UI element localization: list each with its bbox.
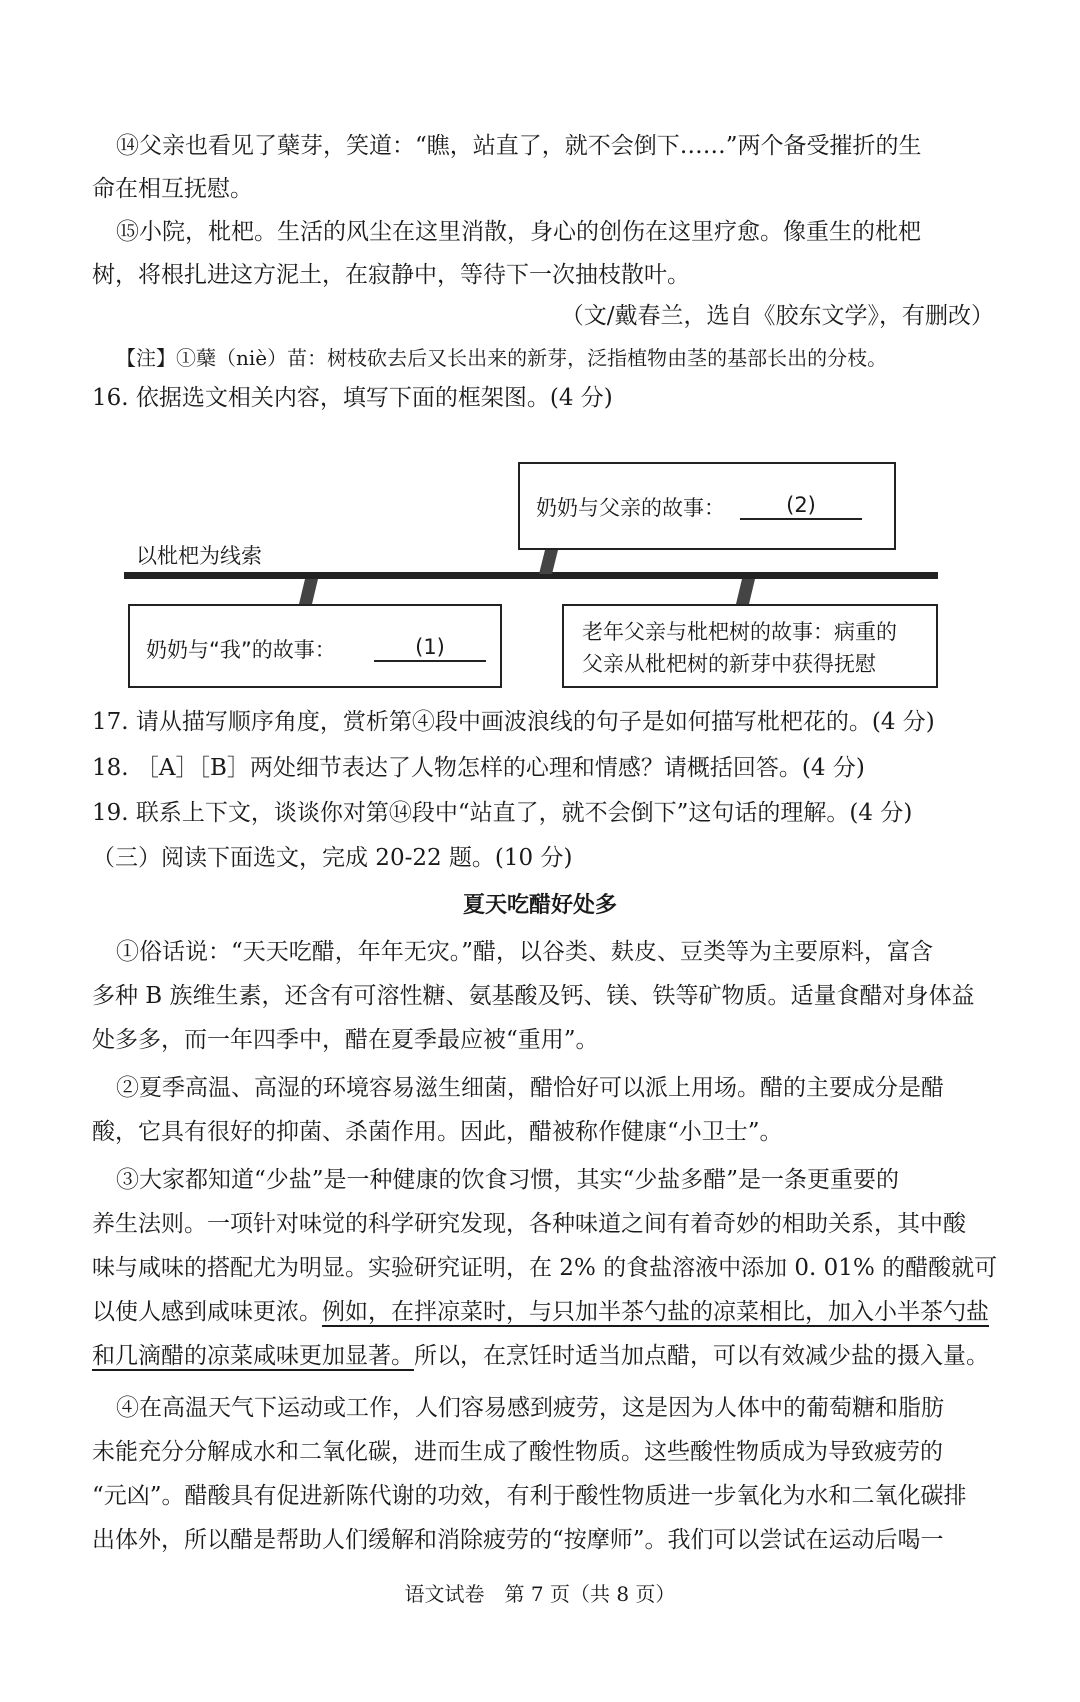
paragraph-2-line-1: ②夏季高温、高湿的环境容易滋生细菌，醋恰好可以派上用场。醋的主要成分是醋 <box>116 1075 944 1101</box>
paragraph-3-line-3: 味与咸味的搭配尤为明显。实验研究证明，在 2% 的食盐溶液中添加 0. 01% 的醋酸就可 <box>92 1255 998 1281</box>
question-16: 16. 依据选文相关内容，填写下面的框架图。(4 分) <box>92 385 613 411</box>
paragraph-3-line-4 <box>92 1296 992 1328</box>
connector-right <box>736 579 755 604</box>
box-father-loquat <box>562 604 938 688</box>
source-citation: （文/戴春兰，选自《胶东文学》，有删改） <box>560 303 994 329</box>
blank-2: (2) <box>740 492 862 520</box>
underlined-example-part-2: 和几滴醋的凉菜咸味更加显著。 <box>92 1343 414 1369</box>
connector-left <box>299 579 318 604</box>
paragraph-3-line-2: 养生法则。一项针对味觉的科学研究发现，各种味道之间有着奇妙的相助关系，其中酸 <box>92 1211 966 1237</box>
paragraph-4-line-1: ④在高温天气下运动或工作，人们容易感到疲劳，这是因为人体中的葡萄糖和脂肪 <box>116 1395 944 1421</box>
passage-title: 夏天吃醋好处多 <box>462 893 617 918</box>
footnote: 【注】①蘖（niè）苗：树枝砍去后又长出来的新芽，泛指植物由茎的基部长出的分枝。 <box>116 346 888 370</box>
paragraph-1-line-3: 处多多，而一年四季中，醋在夏季最应被“重用”。 <box>92 1027 599 1053</box>
connector-top <box>539 550 558 574</box>
paragraph-3-line-5-plain: 所以，在烹饪时适当加点醋，可以有效减少盐的摄入量。 <box>414 1343 989 1369</box>
paragraph-1-line-2: 多种 B 族维生素，还含有可溶性糖、氨基酸及钙、镁、铁等矿物质。适量食醋对身体益 <box>92 983 975 1009</box>
paragraph-4-line-2: 未能充分分解成水和二氧化碳，进而生成了酸性物质。这些酸性物质成为导致疲劳的 <box>92 1439 943 1465</box>
question-18: 18. ［A］［B］两处细节表达了人物怎样的心理和情感？请概括回答。(4 分) <box>92 755 865 781</box>
box-father-loquat-line-2: 父亲从枇杷树的新芽中获得抚慰 <box>582 652 876 676</box>
paragraph-1-line-1: ①俗话说：“天天吃醋，年年无灾。”醋，以谷类、麸皮、豆类等为主要原料，富含 <box>116 939 934 965</box>
blank-1: (1) <box>374 634 486 662</box>
paragraph-2-line-2: 酸，它具有很好的抑菌、杀菌作用。因此，醋被称作健康“小卫士”。 <box>92 1119 783 1145</box>
box-grandma-me <box>128 604 502 688</box>
page-footer: 语文试卷 第 7 页（共 8 页） <box>404 1582 676 1606</box>
paragraph-4-line-3: “元凶”。醋酸具有促进新陈代谢的功效，有利于酸性物质进一步氧化为水和二氧化碳排 <box>92 1483 967 1509</box>
axis-label: 以枇杷为线索 <box>136 544 262 568</box>
underlined-example-part-1: 例如，在拌凉菜时，与只加半茶勺盐的凉菜相比，加入小半茶勺盐 <box>322 1299 989 1325</box>
question-17: 17. 请从描写顺序角度，赏析第④段中画波浪线的句子是如何描写枇杷花的。(4 分) <box>92 709 935 735</box>
paragraph-3-line-5 <box>92 1340 992 1372</box>
paragraph-15-line-1: ⑮小院，枇杷。生活的风尘在这里消散，身心的创伤在这里疗愈。像重生的枇杷 <box>116 219 921 245</box>
paragraph-3-line-4-plain: 以使人感到咸味更浓。 <box>92 1299 322 1325</box>
box-grandma-father-label: 奶奶与父亲的故事： <box>536 496 725 520</box>
question-19: 19. 联系上下文，谈谈你对第⑭段中“站直了，就不会倒下”这句话的理解。(4 分) <box>92 800 913 826</box>
box-grandma-me-label: 奶奶与“我”的故事： <box>146 638 336 662</box>
paragraph-3-line-1: ③大家都知道“少盐”是一种健康的饮食习惯，其实“少盐多醋”是一条更重要的 <box>116 1167 900 1193</box>
paragraph-14-line-1: ⑭父亲也看见了蘖芽，笑道：“瞧，站直了，就不会倒下……”两个备受摧折的生 <box>116 133 922 159</box>
box-father-loquat-line-1: 老年父亲与枇杷树的故事：病重的 <box>582 620 897 644</box>
paragraph-15-line-2: 树，将根扎进这方泥土，在寂静中，等待下一次抽枝散叶。 <box>92 262 690 288</box>
paragraph-4-line-4: 出体外，所以醋是帮助人们缓解和消除疲劳的“按摩师”。我们可以尝试在运动后喝一 <box>92 1527 944 1553</box>
paragraph-14-line-2: 命在相互抚慰。 <box>92 176 253 202</box>
section-3-heading: （三）阅读下面选文，完成 20-22 题。(10 分) <box>92 845 573 871</box>
connector-marks <box>0 0 1080 700</box>
